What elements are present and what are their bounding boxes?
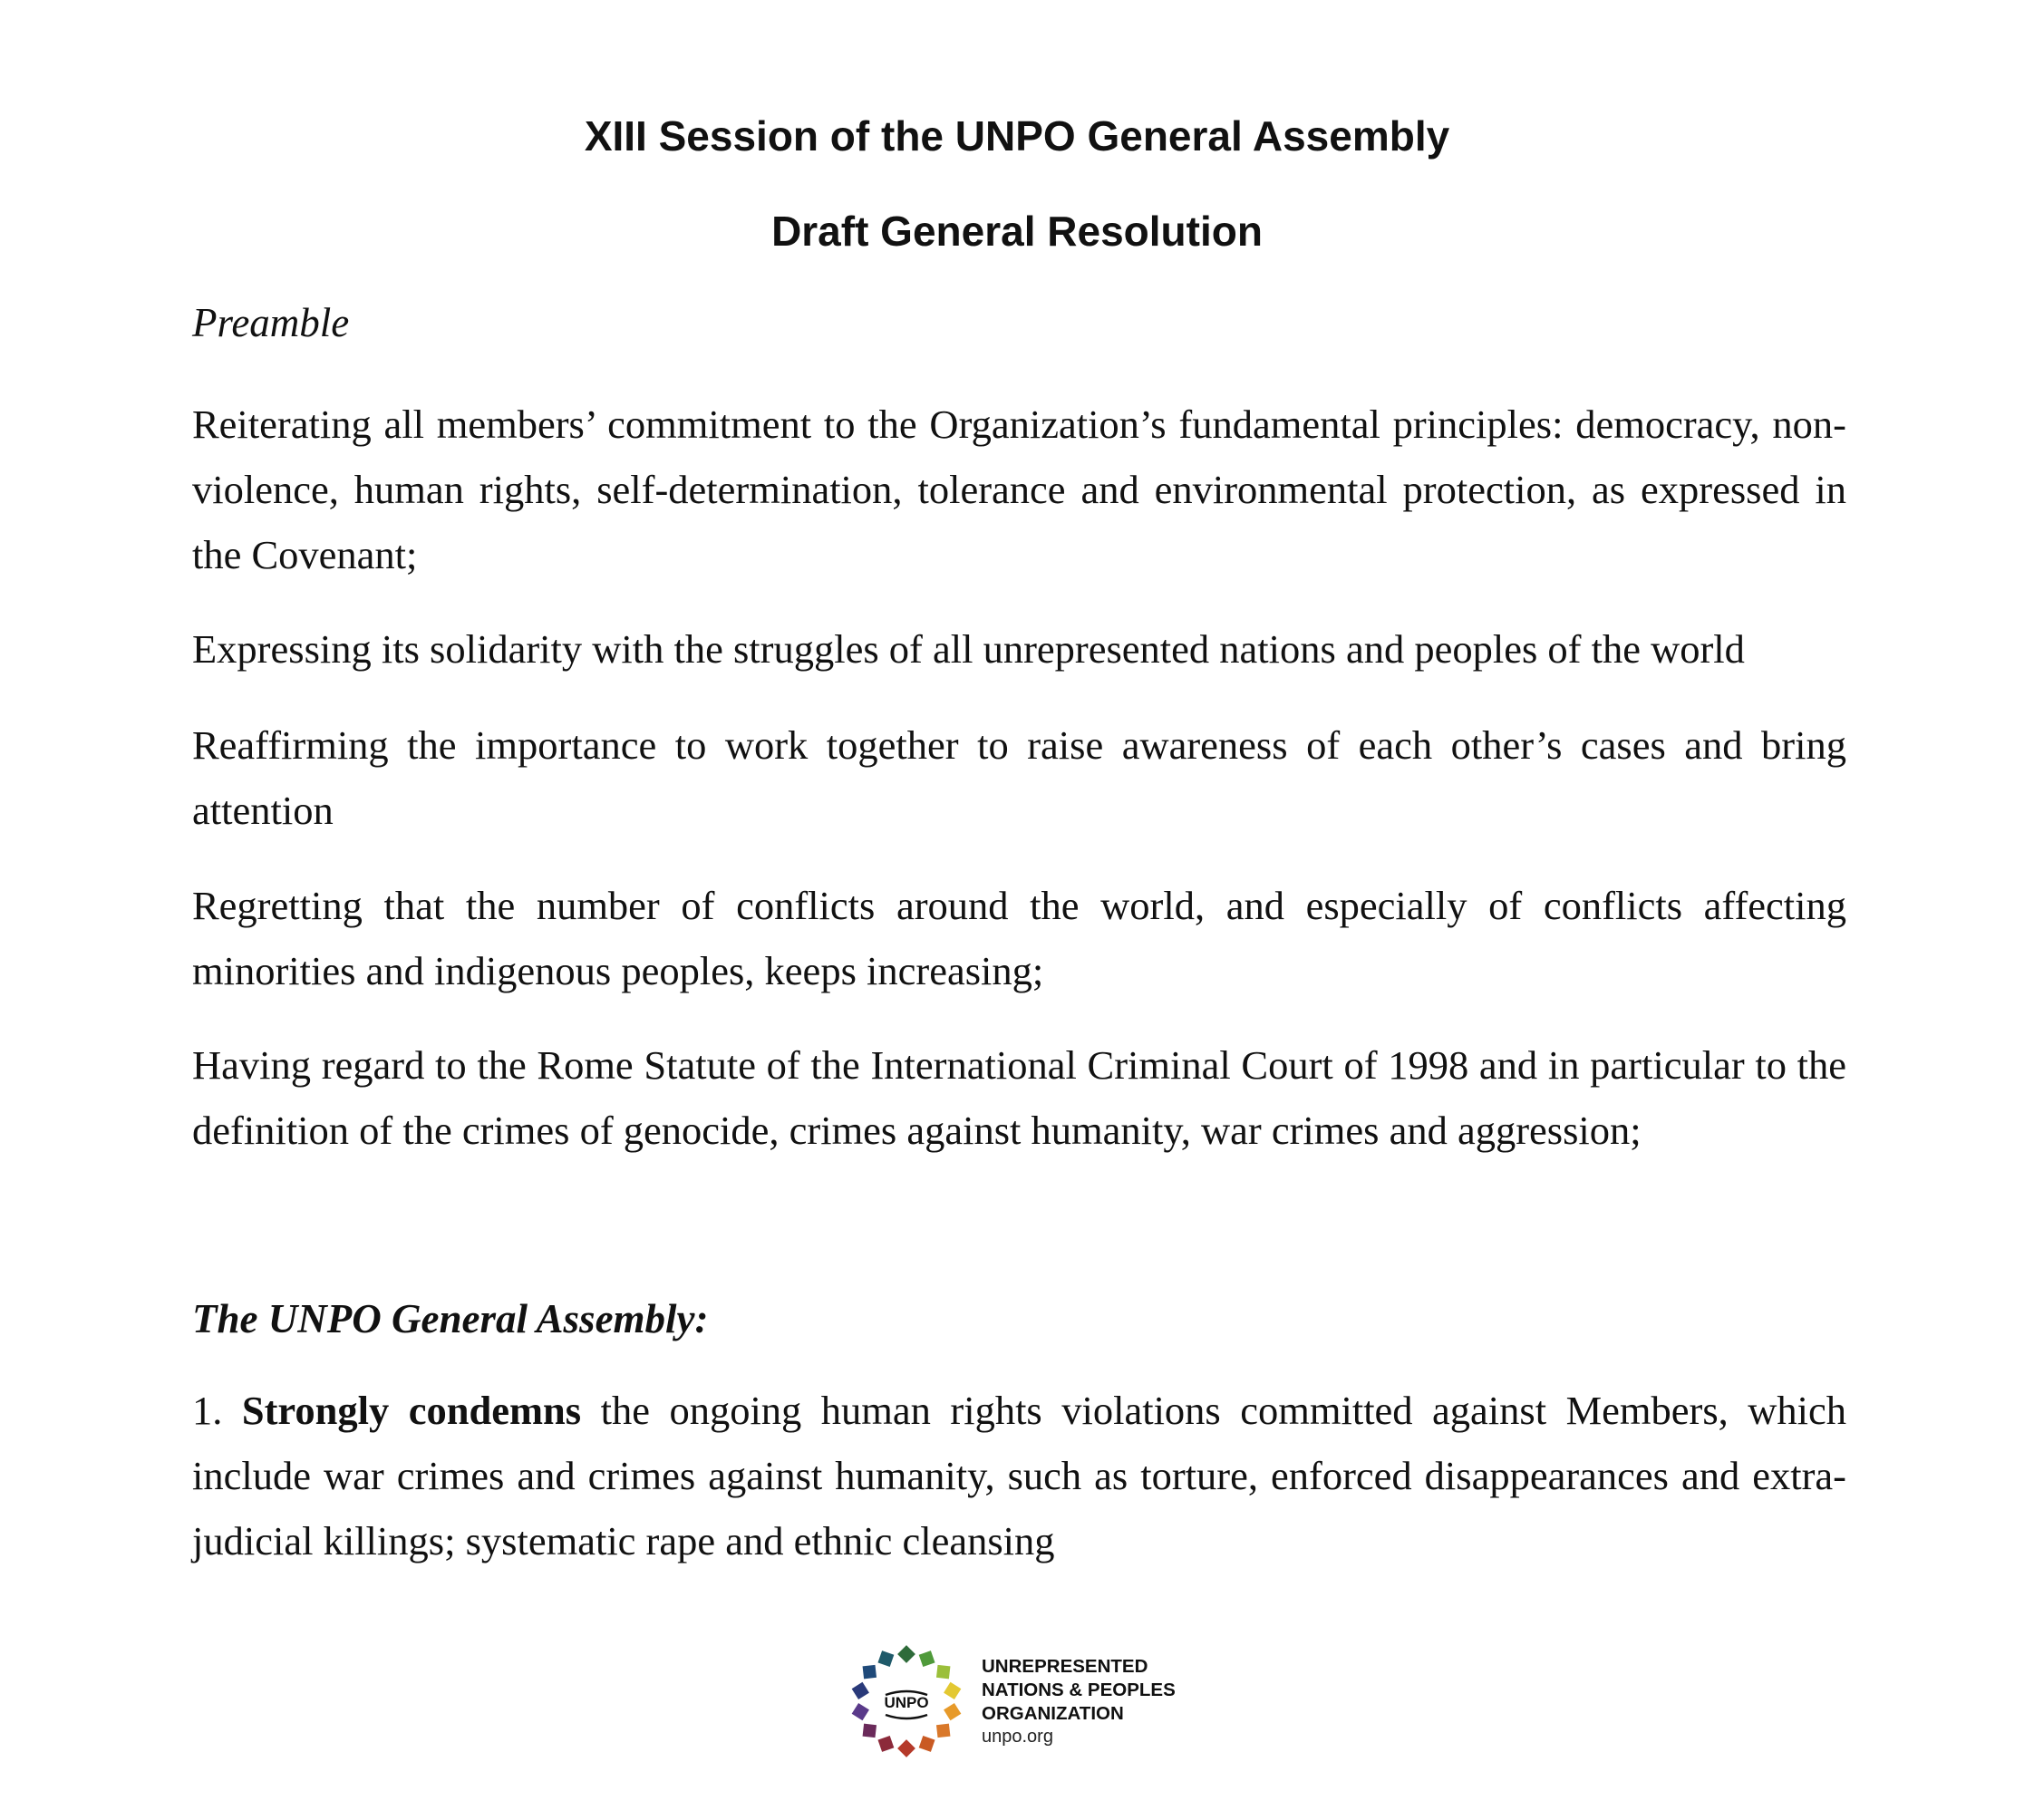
operative-text: the ongoing human rights violations committed against Members, which include war crimes and crimes against humanity, such as torture, enforced disappearances and extra-judicial killings; systematic rape and ethnic cleansing [192,1388,1847,1563]
logo-ring-segment [852,1682,869,1699]
unpo-logo [848,1642,1210,1769]
document-subtitle: Draft General Resolution [771,208,1263,255]
preamble-paragraph: Regretting that the number of conflicts around the world, and especially of conflicts affecting minorities and indigenous peoples, keeps increasing; [192,883,1846,993]
logo-ring-segment [863,1724,877,1738]
logo-ring-segment [863,1665,877,1679]
logo-ring-segment [897,1739,915,1757]
assembly-heading: The UNPO General Assembly: [192,1296,709,1341]
unpo-ring-icon [848,1642,965,1760]
logo-ring-segment [936,1724,950,1738]
logo-ring-label: UNPO [884,1694,929,1711]
logo-name-line: UNREPRESENTED [982,1656,1148,1677]
preamble-paragraph: Reiterating all members’ commitment to the Organization’s fundamental principles: democracy, non-violence, human rights, self-determination, tolerance and environmental protection, as expressed in the Covenant; [192,402,1846,577]
preamble-paragraph: Having regard to the Rome Statute of the International Criminal Court of 1998 and in particular to the definition of the crimes of genocide, crimes against humanity, war crimes and aggression; [192,1042,1846,1153]
logo-organization-name [982,1655,1176,1726]
logo-ring-segment [877,1651,894,1667]
logo-name-line: ORGANIZATION [982,1703,1124,1724]
logo-url: unpo.org [982,1727,1053,1747]
preamble-paragraph: Expressing its solidarity with the struggles of all unrepresented nations and peoples of the world [192,626,1745,672]
logo-ring-segment [877,1736,894,1752]
logo-ring-segment [897,1645,915,1663]
logo-ring-segment [919,1736,935,1752]
preamble-paragraph: Reaffirming the importance to work together to raise awareness of each other’s cases and bring attention [192,722,1846,833]
logo-ring-segment [852,1703,869,1720]
logo-ring-segment [944,1682,961,1699]
logo-ring-segment [919,1651,935,1667]
operative-verb: Strongly condemns [241,1388,582,1433]
logo-name-line: NATIONS & PEOPLES [982,1680,1176,1700]
document-title: XIII Session of the UNPO General Assembly [584,112,1450,160]
preamble-heading: Preamble [192,300,350,345]
operative-number: 1. [192,1388,223,1433]
logo-ring-segment [944,1703,961,1720]
logo-ring-segment [936,1665,950,1679]
operative-paragraph-1 [192,1378,1846,1573]
